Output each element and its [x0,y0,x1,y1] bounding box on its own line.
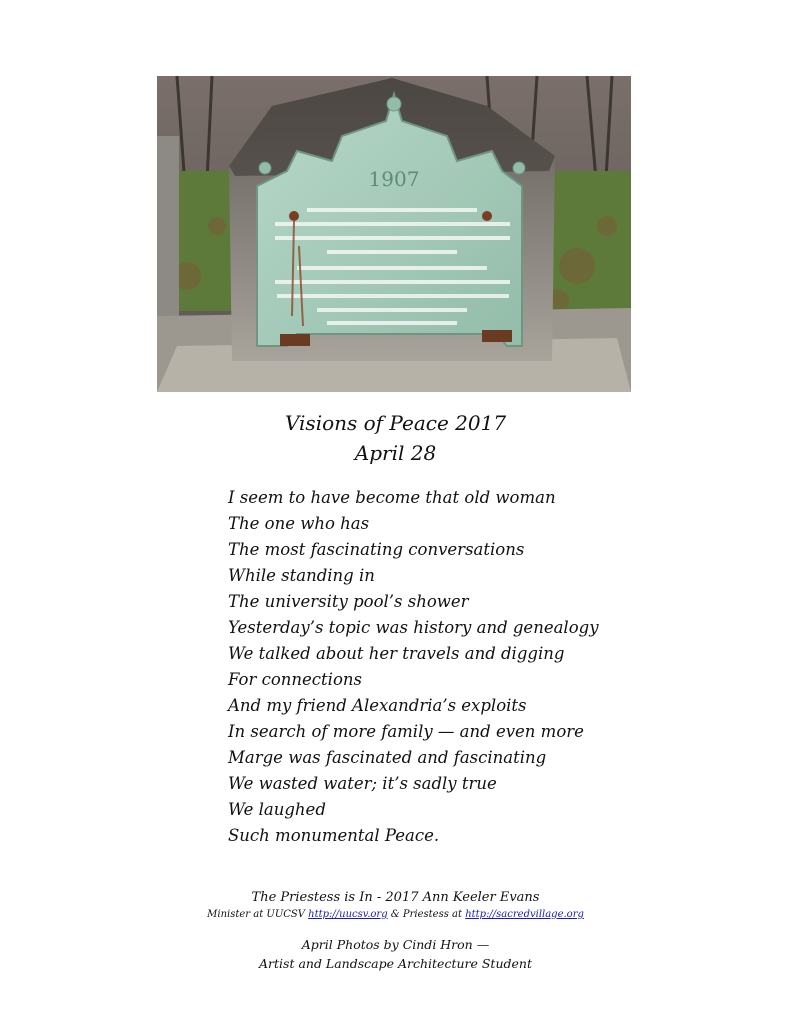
poem-line: The one who has [228,514,370,533]
poem-line: We talked about her travels and digging [228,644,565,663]
uucsv-link[interactable]: http://uucsv.org [308,909,388,920]
poem-line: Such monumental Peace. [228,826,440,845]
poem-line: We wasted water; it’s sadly true [228,774,497,793]
poem-date: April 28 [354,441,437,465]
poem-line: Yesterday’s topic was history and genealogy [228,618,599,637]
monument-photo [157,76,631,392]
photographer-description: Artist and Landscape Architecture Student [259,956,532,971]
poem-line: The most fascinating conversations [228,540,525,559]
poem-line: I seem to have become that old woman [228,488,556,507]
poem-line: In search of more family — and even more [228,722,584,741]
minister-label: Minister at UUCSV [207,909,305,920]
monument-photo-drawing [157,76,631,392]
poem-line: And my friend Alexandria’s exploits [228,696,527,715]
photo-credit: April Photos by Cindi Hron — [301,937,490,952]
priestess-label: & Priestess at [390,909,462,920]
sacredvillage-link[interactable]: http://sacredvillage.org [465,909,584,920]
affiliation-line [0,909,791,920]
poem-line: Marge was fascinated and fascinating [228,748,547,767]
poem-body [228,485,599,849]
poem-line: The university pool’s shower [228,592,469,611]
author-credit: The Priestess is In - 2017 Ann Keeler Evans [251,890,540,905]
poem-title: Visions of Peace 2017 [284,411,507,435]
plaque-year: 1907 [368,167,420,191]
poem-line: While standing in [228,566,375,585]
poem-line: For connections [228,670,362,689]
poem-line: We laughed [228,800,326,819]
